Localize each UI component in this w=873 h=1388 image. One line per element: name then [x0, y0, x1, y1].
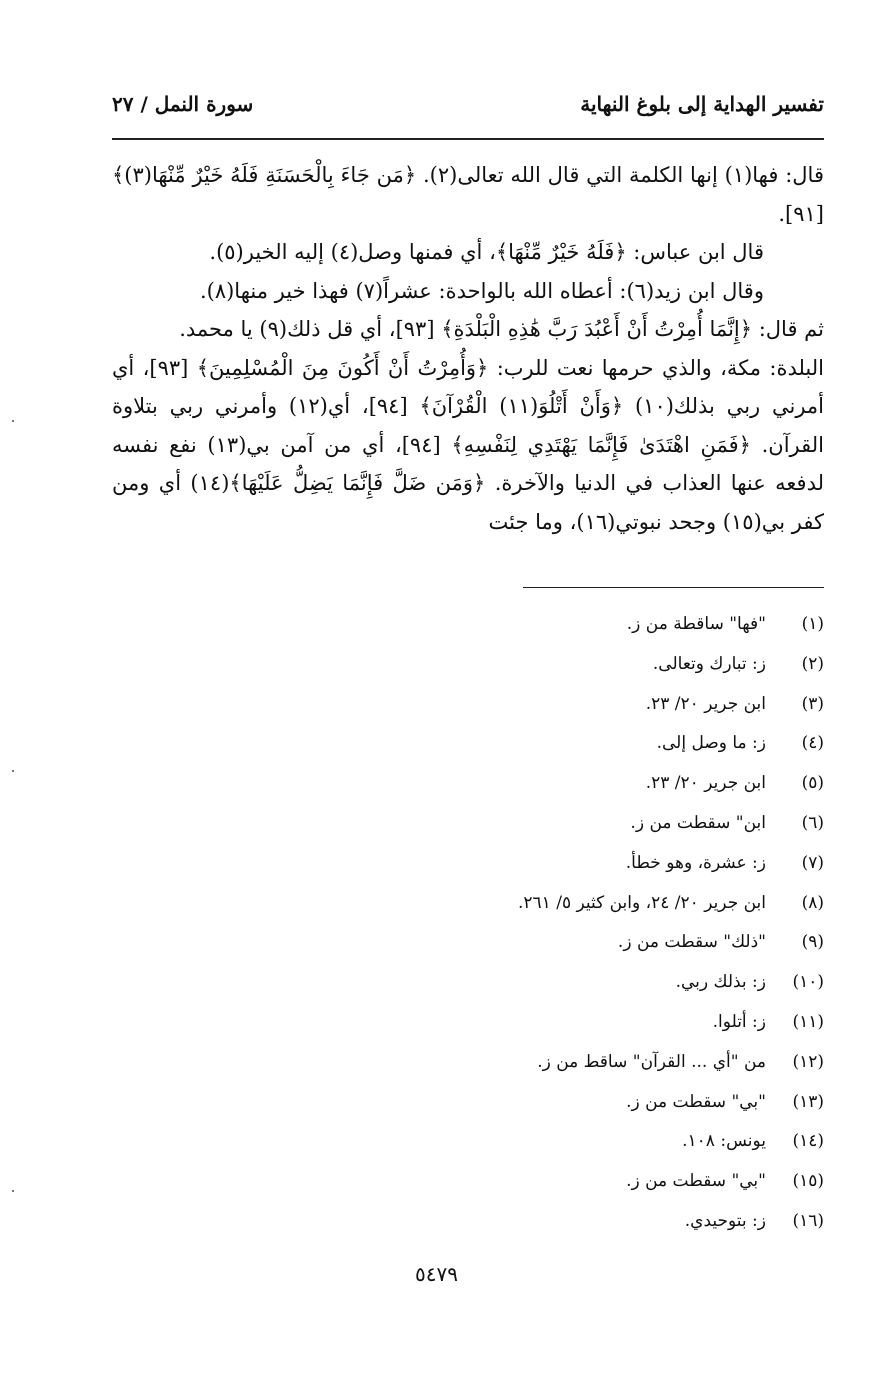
scan-speck	[12, 770, 14, 772]
footnote-item	[112, 804, 824, 844]
footnote-number: (١٠)	[792, 972, 824, 993]
footnote-number: (٧)	[801, 852, 824, 873]
book-title: تفسير الهداية إلى بلوغ النهاية	[580, 92, 824, 116]
page-number: ٥٤٧٩	[415, 1262, 458, 1286]
footnote-number: (١٦)	[792, 1210, 824, 1231]
footnote-number: (٢)	[801, 653, 824, 674]
main-text	[112, 156, 824, 541]
footnote-item	[112, 1083, 824, 1123]
header-divider	[112, 138, 824, 140]
footnote-number: (١)	[801, 614, 824, 634]
footnote-item	[112, 963, 824, 1003]
paragraph: قال: فها(١) إنها الكلمة التي قال الله تعالى(٢). ﴿مَن جَاءَ بِالْحَسَنَةِ فَلَهُ خَيْرٌ مِّنْهَا(٣)﴾ [٩١].	[112, 163, 824, 226]
footnote-number: (٩)	[801, 932, 824, 953]
footnote-text: ز: أتلوا.	[712, 1011, 766, 1032]
footnote-number: (١١)	[792, 1011, 824, 1032]
footnote-item	[112, 844, 824, 884]
footnote-text: ز: بتوحيدي.	[684, 1210, 766, 1231]
footnote-number: (١٤)	[792, 1131, 824, 1152]
footnote-item	[112, 1043, 824, 1083]
footnote-text: ز: عشرة، وهو خطأ.	[625, 852, 766, 873]
footnote-text: ابن جرير ٢٠/ ٢٤، وابن كثير ٥/ ٢٦١.	[517, 892, 766, 913]
footnote-number: (١٢)	[792, 1051, 824, 1072]
footnote-item	[112, 645, 824, 685]
footnote-text: ز: تبارك وتعالى.	[652, 653, 766, 674]
footnote-text: ابن جرير ٢٠/ ٢٣.	[645, 773, 766, 794]
footnote-text: ز: ما وصل إلى.	[656, 733, 766, 754]
footnote-text: ز: بذلك ربي.	[675, 972, 766, 993]
footnote-text: "بي" سقطت من ز.	[626, 1171, 766, 1192]
footnote-text: يونس: ١٠٨.	[682, 1131, 766, 1152]
footnote-number: (٣)	[801, 693, 824, 714]
footnote-number: (٥)	[801, 773, 824, 794]
footnote-number: (١٣)	[792, 1091, 824, 1112]
footnote-text: "فها" ساقطة من ز.	[626, 614, 766, 634]
footnote-text: "ذلك" سقطت من ز.	[617, 932, 766, 953]
footnote-item	[112, 884, 824, 924]
footnote-text: ابن جرير ٢٠/ ٢٣.	[645, 693, 766, 714]
paragraph: قال ابن عباس: ﴿فَلَهُ خَيْرٌ مِّنْهَا﴾، أي فمنها وصل(٤) إليه الخير(٥).	[209, 240, 764, 264]
scan-speck	[12, 420, 14, 422]
footnote-text: ابن" سقطت من ز.	[630, 812, 766, 833]
footnote-item	[112, 605, 824, 645]
paragraph: ثم قال: ﴿إِنَّمَا أُمِرْتُ أَنْ أَعْبُدَ رَبَّ هَٰذِهِ الْبَلْدَةِ﴾ [٩٣]، أي قل ذلك(٩) يا محمد.	[179, 317, 824, 341]
footnote-item	[112, 685, 824, 725]
footnote-item	[112, 724, 824, 764]
footnote-item	[112, 764, 824, 804]
footnote-item	[112, 1162, 824, 1202]
footnote-number: (٤)	[801, 733, 824, 754]
scan-speck	[12, 1190, 14, 1192]
footnote-item	[112, 1202, 824, 1242]
footnote-number: (٨)	[801, 892, 824, 913]
footnote-divider	[523, 587, 824, 588]
paragraph: البلدة: مكة، والذي حرمها نعت للرب: ﴿وَأُمِرْتُ أَنْ أَكُونَ مِنَ الْمُسْلِمِينَ﴾ [٩٣]، أي أمرني ربي بذلك(١٠) ﴿وَأَنْ أَتْلُوَ(١١) الْقُرْآنَ﴾ [٩٤]، أي(١٢) وأمرني ربي بتلاوة القرآن. ﴿فَمَنِ اهْتَدَىٰ فَإِنَّمَا يَهْتَدِي لِنَفْسِهِ﴾ [٩٤]، أي من آمن بي(١٣) نفع نفسه لدفعه عنها العذاب في الدنيا والآخرة. ﴿وَمَن ضَلَّ فَإِنَّمَا يَضِلُّ عَلَيْهَا﴾(١٤) أي ومن كفر بي(١٥) وجحد نبوتي(١٦)، وما جئت	[112, 355, 825, 534]
footnote-item	[112, 923, 824, 963]
footnotes-list	[112, 605, 824, 1242]
footnote-number: (٦)	[801, 812, 824, 833]
surah-page-label: سورة النمل / ٢٧	[112, 92, 254, 116]
footnote-item	[112, 1003, 824, 1043]
footnote-number: (١٥)	[792, 1171, 824, 1192]
running-header	[112, 92, 824, 128]
footnote-text: "بي" سقطت من ز.	[626, 1091, 766, 1112]
footnote-text: من "أي ... القرآن" ساقط من ز.	[537, 1051, 766, 1072]
footnote-item	[112, 1122, 824, 1162]
paragraph: وقال ابن زيد(٦): أعطاه الله بالواحدة: عشراً(٧) فهذا خير منها(٨).	[199, 278, 764, 303]
